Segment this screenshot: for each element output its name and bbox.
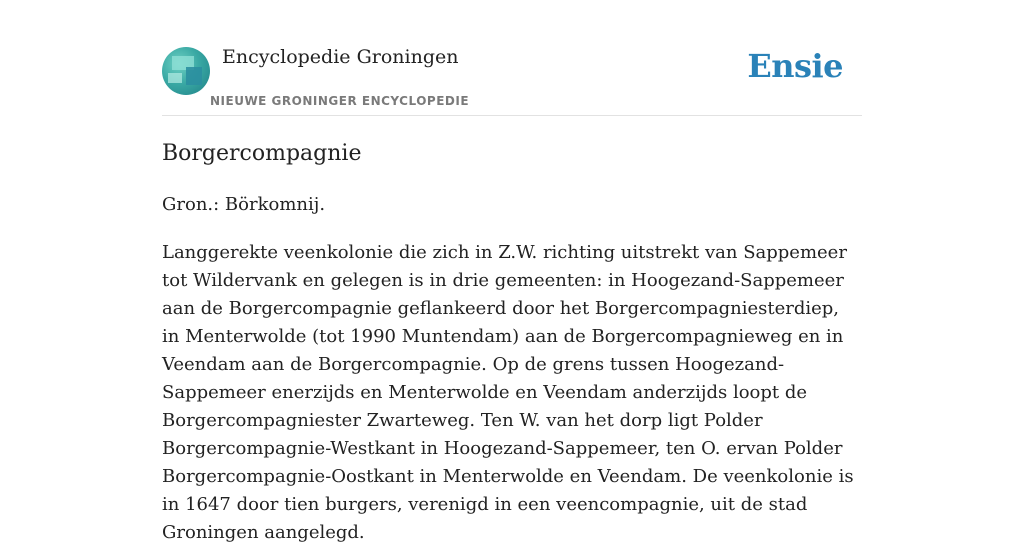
site-subtitle: NIEUWE GRONINGER ENCYCLOPEDIE: [210, 94, 470, 108]
article-title: Borgercompagnie: [162, 141, 362, 166]
article-lead: Gron.: Börkomnij.: [162, 194, 326, 215]
logo-image-detail: [168, 73, 182, 83]
site-name-link[interactable]: Encyclopedie Groningen: [222, 46, 459, 68]
article-body: Langgerekte veenkolonie die zich in Z.W. richting uitstrekt van Sappemeer tot Wildervank en gelegen is in drie gemeenten: in Hoogezand-Sappemeer aan de Borgercompagnie geflankeerd door het Borgercompagniesterdiep, in Menterwolde (tot 1990 Muntendam) aan de Borgercompagnieweg en in Veendam aan de Borgercompagnie. Op de grens tussen Hoogezand-Sappemeer enerzijds en Menterwolde en Veendam anderzijds loopt de Borgercompagniester Zwarteweg. Ten W. van het dorp ligt Polder Borgercompagnie-Westkant in Hoogezand-Sappemeer, ten O. ervan Polder Borgercompagnie-Oostkant in Menterwolde en Veendam. De veenkolonie is in 1647 door tien burgers, verenigd in een veencompagnie, uit de stad Groningen aangelegd.: [162, 242, 854, 543]
logo-image-detail: [186, 67, 202, 85]
ensie-brand-logo[interactable]: Ensie: [747, 47, 843, 85]
page-container: [162, 0, 862, 543]
site-header: [162, 0, 862, 116]
site-logo[interactable]: [162, 47, 210, 95]
